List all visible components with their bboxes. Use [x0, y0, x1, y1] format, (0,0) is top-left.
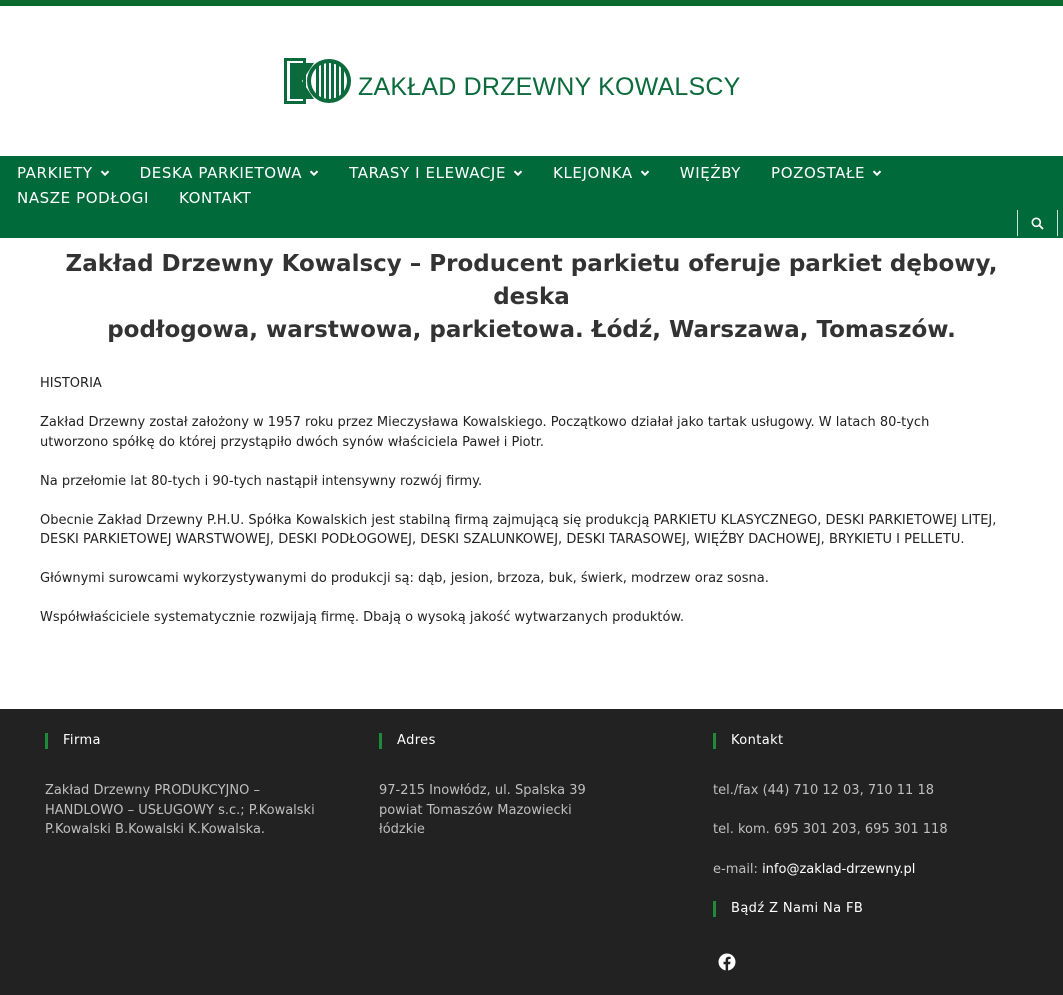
nav-item-wiezby[interactable] [680, 164, 741, 182]
nav-item-label: POZOSTAŁE [771, 164, 866, 182]
paragraph-products [40, 511, 1030, 550]
footer-line: 97-215 Inowłódz, ul. Spalska 39 [379, 783, 586, 798]
footer-line: P.Kowalski B.Kowalski K.Kowalska. [45, 822, 266, 837]
email-label: e-mail: [713, 862, 763, 877]
chevron-down-icon [513, 168, 523, 178]
nav-item-label: KLEJONKA [553, 164, 633, 182]
nav-item-label: KONTAKT [179, 189, 252, 207]
paragraph-line: HISTORIA [40, 376, 102, 391]
paragraph-line: utworzono spółkę do której przystąpiło dwóch synów właściciela Paweł i Piotr. [40, 434, 545, 450]
search-button[interactable] [1017, 210, 1058, 236]
chevron-down-icon [100, 168, 110, 178]
footer-email-line [713, 860, 915, 880]
article-content [40, 374, 1030, 647]
nav-row-2 [17, 189, 281, 207]
nav-item-pozostale[interactable] [771, 164, 882, 182]
footer-adres-text [379, 781, 586, 840]
nav-row-1 [17, 164, 912, 182]
paragraph-line: Głównymi surowcami wykorzystywanymi do produkcji są: dąb, jesion, brzoza, buk, świerk, modrzew oraz sosna. [40, 571, 769, 586]
footer-tel-kom: tel. kom. 695 301 203, 695 301 118 [713, 822, 948, 837]
page-title [40, 248, 1023, 347]
footer-heading-facebook: Bądź Z Nami Na FB [713, 901, 863, 917]
footer-firma-text [45, 781, 315, 840]
chevron-down-icon [640, 168, 650, 178]
main-navigation [0, 156, 1063, 238]
paragraph-development [40, 472, 1030, 492]
chevron-down-icon [872, 168, 882, 178]
nav-item-tarasy-i-elewacje[interactable] [349, 164, 523, 182]
footer-line: HANDLOWO – USŁUGOWY s.c.; P.Kowalski [45, 802, 315, 818]
site-footer [0, 709, 1063, 995]
nav-item-label: WIĘŹBY [679, 164, 742, 182]
footer-line: łódzkie [379, 822, 425, 837]
paragraph-line: Obecnie Zakład Drzewny P.H.U. Spółka Kowalskich jest stabilną firmą zajmującą się produkcją PARKIETU KLASYCZNEGO, DESKI PARKIETOWEJ LITEJ, [40, 512, 997, 528]
page-title-line-2: podłogowa, warstwowa, parkietowa. Łódź, Warszawa, Tomaszów. [107, 317, 956, 343]
footer-line: powiat Tomaszów Mazowiecki [379, 802, 572, 818]
history-heading [40, 374, 1030, 394]
paragraph-materials [40, 569, 1030, 589]
footer-line: Zakład Drzewny PRODUKCYJNO – [45, 783, 260, 798]
nav-item-label: NASZE PODŁOGI [17, 189, 150, 207]
facebook-icon[interactable] [718, 953, 736, 971]
paragraph-founding [40, 413, 1030, 452]
site-logo[interactable] [284, 58, 740, 104]
nav-item-label: TARASY I ELEWACJE [349, 164, 507, 182]
nav-item-deska-parkietowa[interactable] [140, 164, 320, 182]
nav-item-klejonka[interactable] [553, 164, 650, 182]
logo-emblem-icon [284, 58, 354, 104]
paragraph-line: Współwłaściciele systematycznie rozwijają firmę. Dbają o wysoką jakość wytwarzanych produktów. [40, 610, 685, 625]
paragraph-line: DESKI PARKIETOWEJ WARSTWOWEJ, DESKI PODŁOGOWEJ, DESKI SZALUNKOWEJ, DESKI TARASOWEJ, WIĘŹBY DACHOWEJ, BRYKIETU I PELLETU. [40, 532, 965, 547]
nav-item-nasze-podlogi[interactable] [17, 189, 149, 207]
paragraph-line: Na przełomie lat 80-tych i 90-tych nastąpił intensywny rozwój firmy. [40, 473, 483, 489]
footer-heading-kontakt: Kontakt [713, 733, 784, 749]
nav-item-kontakt[interactable] [179, 189, 251, 207]
nav-item-label: DESKA PARKIETOWA [139, 164, 303, 182]
search-icon [1031, 217, 1044, 230]
logo-text: ZAKŁAD DRZEWNY KOWALSCY [358, 72, 741, 101]
page-title-line-1: Zakład Drzewny Kowalscy – Producent parkietu oferuje parkiet dębowy, deska [65, 251, 998, 310]
footer-heading-firma: Firma [45, 733, 101, 749]
nav-item-parkiety[interactable] [17, 164, 110, 182]
email-link[interactable]: info@zaklad-drzewny.pl [762, 862, 916, 877]
chevron-down-icon [309, 168, 319, 178]
paragraph-owners [40, 608, 1030, 628]
footer-tel-fax: tel./fax (44) 710 12 03, 710 11 18 [713, 783, 934, 798]
paragraph-line: Zakład Drzewny został założony w 1957 roku przez Mieczysława Kowalskiego. Początkowo działał jako tartak usługowy. W latach 80-tych [40, 415, 930, 430]
footer-heading-adres: Adres [379, 733, 436, 749]
top-accent-bar [0, 0, 1063, 6]
nav-item-label: PARKIETY [17, 164, 93, 182]
